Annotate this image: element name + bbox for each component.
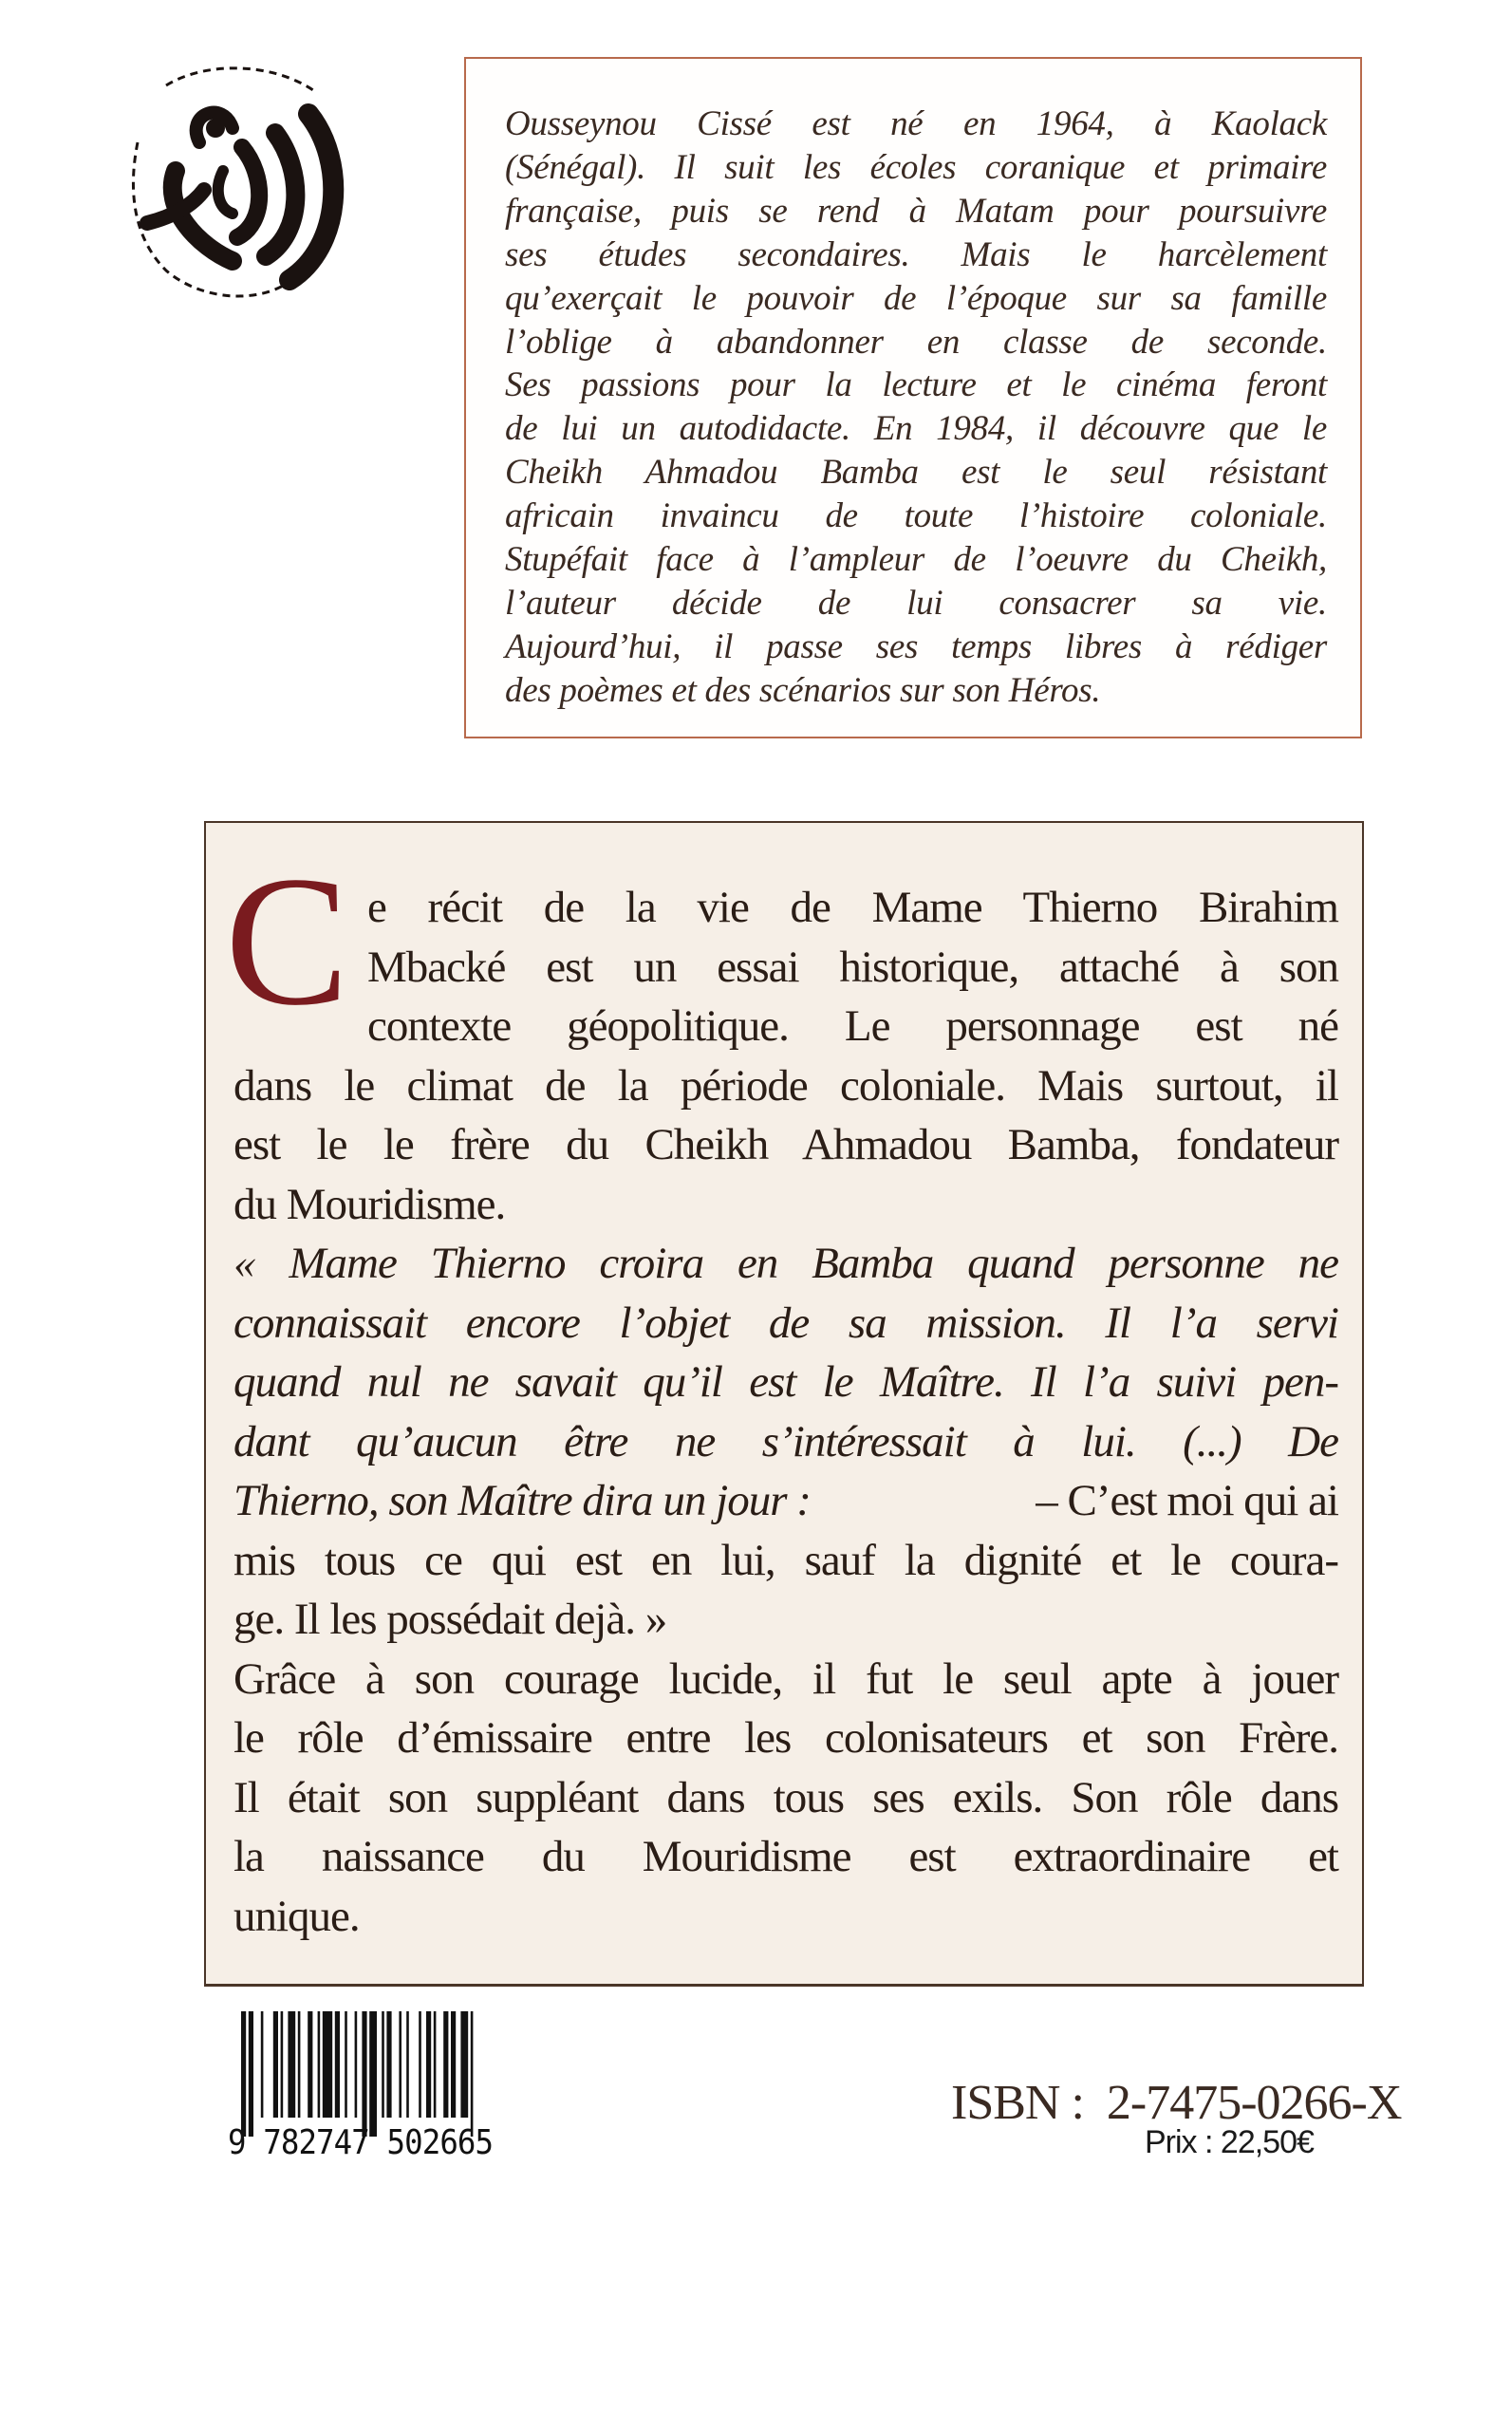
barcode-bar [362,2011,366,2137]
summary-line: contexte géopolitique. Le personnage est né [367,1001,1338,1051]
quote-line: quand nul ne savait qu’il est le Maître. Il l’a suivi pen- [233,1357,1338,1407]
summary-line: la naissance du Mouridisme est extraordinaire et [233,1832,1338,1881]
barcode-bar [298,2011,301,2118]
quote-part-italic: Thierno, son Maître dira un jour : [233,1476,811,1525]
bio-line: des poèmes et des scénarios sur son Héros. [505,670,1101,710]
bio-line: Aujourd’hui, il passe ses temps libres à rédiger [505,626,1327,666]
barcode-bar [382,2011,384,2118]
bio-line: qu’exerçait le pouvoir de l’époque sur sa famille [505,278,1327,318]
isbn [951,2075,1401,2131]
summary-line: est le le frère du Cheikh Ahmadou Bamba, fondateur [233,1120,1338,1169]
summary-line: Mbacké est un essai historique, attaché à son [367,942,1338,992]
barcode [228,2011,532,2163]
price [1145,2124,1314,2161]
barcode-first-digit: 9 [228,2123,246,2162]
barcode-bar [399,2011,401,2118]
barcode-bar [323,2011,332,2118]
barcode-bar [406,2011,409,2118]
barcode-group-1: 782747 [263,2123,369,2162]
bio-line: ses études secondaires. Mais le harcèlement [505,234,1327,274]
summary-line: e récit de la vie de Mame Thierno Birahim [367,883,1338,932]
barcode-bar [281,2011,284,2118]
barcode-bar [288,2011,295,2118]
quote-line [233,1471,1338,1531]
barcode-group-2: 502665 [386,2123,494,2162]
barcode-bar [241,2011,246,2137]
barcode-bar [471,2011,474,2137]
barcode-bar [460,2011,468,2118]
quote-part-roman: – C’est moi qui ai [1036,1476,1338,1525]
barcode-bar [261,2011,264,2118]
drop-cap: C [225,838,349,1044]
bio-line: africain invaincu de toute l’histoire coloniale. [505,496,1327,536]
barcode-bar [419,2011,421,2118]
price-label: Prix : [1145,2124,1213,2160]
bio-line: l’oblige à abandonner en classe de seconde. [505,322,1327,362]
barcode-bar [335,2011,340,2118]
bio-line: l’auteur décide de lui consacrer sa vie. [505,583,1327,623]
barcode-bar [355,2011,358,2118]
bio-line: de lui un autodidacte. En 1984, il découvre que le [505,409,1327,449]
bio-line: française, puis se rend à Matam pour poursuivre [505,191,1327,231]
summary-line: dans le climat de la période coloniale. Mais surtout, il [233,1060,1338,1111]
barcode-bar [443,2011,448,2118]
book-summary-box [204,821,1364,1987]
barcode-digits [228,2123,501,2162]
barcode-bar [273,2011,278,2118]
price-value: 22,50€ [1220,2124,1314,2160]
quote-line: ge. Il les possédait dejà. » [233,1595,667,1644]
barcode-bar [426,2011,431,2118]
bio-line: Cheikh Ahmadou Bamba est le seul résistant [505,453,1327,493]
summary-line: du Mouridisme. [233,1179,506,1229]
barcode-bar [249,2011,253,2137]
isbn-label: ISBN : [951,2076,1084,2130]
barcode-bar [318,2011,321,2118]
barcode-bar [369,2011,377,2137]
barcode-bar [451,2011,456,2118]
calligraphy-emblem-icon [109,57,351,313]
quote-line: connaissait encore l’objet de sa mission. Il l’a servi [233,1298,1338,1348]
bio-line: (Sénégal). Il suit les écoles coranique et primaire [505,147,1327,187]
barcode-bar [434,2011,437,2118]
quote-line: « Mame Thierno croira en Bamba quand personne ne [233,1239,1338,1288]
isbn-value: 2-7475-0266-X [1106,2076,1402,2130]
summary-line: unique. [233,1891,360,1941]
author-bio-box [464,57,1362,738]
quote-line: dant qu’aucun être ne s’intéressait à lui. (...) De [233,1416,1338,1466]
author-bio-text [505,103,1327,713]
barcode-bar [345,2011,347,2118]
summary-line: Grâce à son courage lucide, il fut le seul apte à jouer [233,1653,1338,1704]
quote-line: mis tous ce qui est en lui, sauf la dignité et le coura- [233,1535,1338,1585]
book-summary-text [233,878,1338,1946]
summary-line: Il était son suppléant dans tous ses exils. Son rôle dans [233,1772,1338,1822]
barcode-bar [386,2011,391,2118]
barcode-bar [308,2011,312,2118]
bio-line: Stupéfait face à l’ampleur de l’oeuvre du Cheikh, [505,540,1327,580]
barcode-bars [228,2011,532,2137]
summary-line: le rôle d’émissaire entre les colonisateurs et son Frère. [233,1713,1338,1763]
bio-line: Ses passions pour la lecture et le cinéma feront [505,365,1327,405]
bio-line: Ousseynou Cissé est né en 1964, à Kaolack [505,104,1327,143]
